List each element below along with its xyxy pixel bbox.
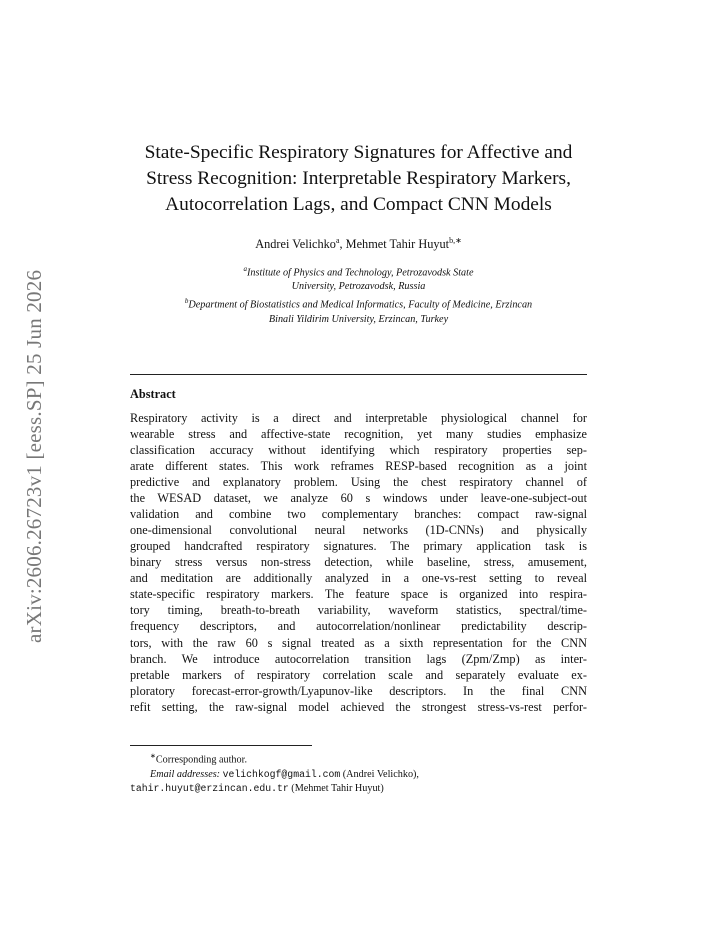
email-label: Email addresses: bbox=[150, 768, 221, 780]
abstract-line: state-specific respiratory markers. The feature space is organized into respira- bbox=[130, 587, 587, 602]
author-name: Mehmet Tahir Huyut bbox=[345, 237, 450, 252]
affiliation-mark: a bbox=[335, 236, 340, 245]
author-name: Andrei Velichko bbox=[255, 237, 336, 252]
author-separator: , bbox=[339, 237, 346, 252]
abstract-line: binary stress versus non-stress detection, while baseline, stress, amusement, bbox=[130, 555, 587, 570]
abstract-line: wearable stress and affective-state recognition, yet many studies emphasize bbox=[130, 426, 587, 441]
affiliation-mark: a bbox=[243, 265, 248, 274]
abstract-line: the WESAD dataset, we analyze 60 s windows under leave-one-subject-out bbox=[130, 491, 587, 506]
arxiv-identifier-stamp bbox=[16, 253, 52, 643]
abstract-line: validation and combine two complementary branches: compact raw-signal bbox=[130, 507, 587, 522]
affiliation-line: University, Petrozavodsk, Russia bbox=[291, 281, 426, 293]
title-line: State-Specific Respiratory Signatures for Affective and bbox=[144, 142, 573, 163]
arxiv-identifier-text: arXiv:2606.26723v1 [eess.SP] 25 Jun 2026 bbox=[22, 269, 46, 643]
abstract-line: classification accuracy without identifying which respiratory properties sep- bbox=[130, 442, 587, 457]
abstract-line: grouped handcrafted respiratory signatures. The primary application task is bbox=[130, 539, 587, 554]
abstract-line: branch. We introduce autocorrelation transition lags (Zpm/Zmp) as inter- bbox=[130, 651, 587, 666]
email-link[interactable]: tahir.huyut@erzincan.edu.tr bbox=[130, 783, 289, 795]
abstract-line: frequency descriptors, and autocorrelation/nonlinear predictability descrip- bbox=[130, 619, 587, 634]
email-owner: (Andrei Velichko), bbox=[342, 768, 419, 780]
abstract-line: tors, with the raw 60 s signal treated as a sixth representation for the CNN bbox=[130, 635, 587, 650]
abstract-line: tory timing, breath-to-breath variability, waveform statistics, spectral/time- bbox=[130, 603, 587, 618]
affiliation-line: $^b$Department of Biostatistics and Medical Informatics, Faculty of Medicine, Erzincan bbox=[184, 297, 533, 311]
abstract-line: and meditation are additionally analyzed in a one-vs-rest setting to reveal bbox=[130, 571, 587, 586]
abstract-line: arate different states. This work reframes RESP-based recognition as a joint bbox=[130, 459, 587, 474]
affiliation-line: $^a$Institute of Physics and Technology, Petrozavodsk State bbox=[243, 265, 474, 279]
footnote-divider bbox=[130, 745, 312, 746]
abstract-divider bbox=[130, 374, 587, 375]
footnotes bbox=[130, 745, 587, 797]
abstract-text bbox=[130, 410, 587, 715]
author-list bbox=[130, 236, 587, 252]
email-link[interactable]: velichkogf@gmail.com bbox=[222, 768, 341, 780]
email-line bbox=[130, 782, 587, 797]
affiliation-mark: b,∗ bbox=[449, 236, 462, 245]
title-line: Autocorrelation Lags, and Compact CNN Models bbox=[165, 194, 552, 215]
title-line: Stress Recognition: Interpretable Respiratory Markers, bbox=[146, 168, 571, 189]
abstract-line: ploratory forecast-error-growth/Lyapunov-like descriptors. In the final CNN bbox=[130, 683, 587, 698]
abstract-line: pretable markers of respiratory correlation scale and separately evaluate ex- bbox=[130, 667, 587, 682]
abstract-line: Respiratory activity is a direct and interpretable physiological channel for bbox=[130, 410, 587, 425]
paper-title bbox=[130, 140, 587, 218]
paper-front-matter bbox=[130, 140, 587, 715]
affiliation-line: Binali Yildirim University, Erzincan, Turkey bbox=[268, 313, 449, 325]
abstract-line: one-dimensional convolutional neural networks (1D-CNNs) and physically bbox=[130, 523, 587, 538]
email-owner: (Mehmet Tahir Huyut) bbox=[291, 783, 384, 795]
abstract-heading: Abstract bbox=[130, 386, 176, 401]
corresponding-mark: ∗ bbox=[150, 752, 156, 760]
affiliation-mark: b bbox=[184, 297, 189, 306]
affiliations bbox=[130, 262, 587, 327]
abstract-line: refit setting, the raw-signal model achieved the strongest stress-vs-rest perfor- bbox=[130, 699, 587, 714]
abstract-line: predictive and explanatory problem. Using the chest respiratory channel of bbox=[130, 475, 587, 490]
email-line bbox=[130, 768, 587, 783]
corresponding-author-note: ∗Corresponding author. bbox=[150, 752, 247, 766]
